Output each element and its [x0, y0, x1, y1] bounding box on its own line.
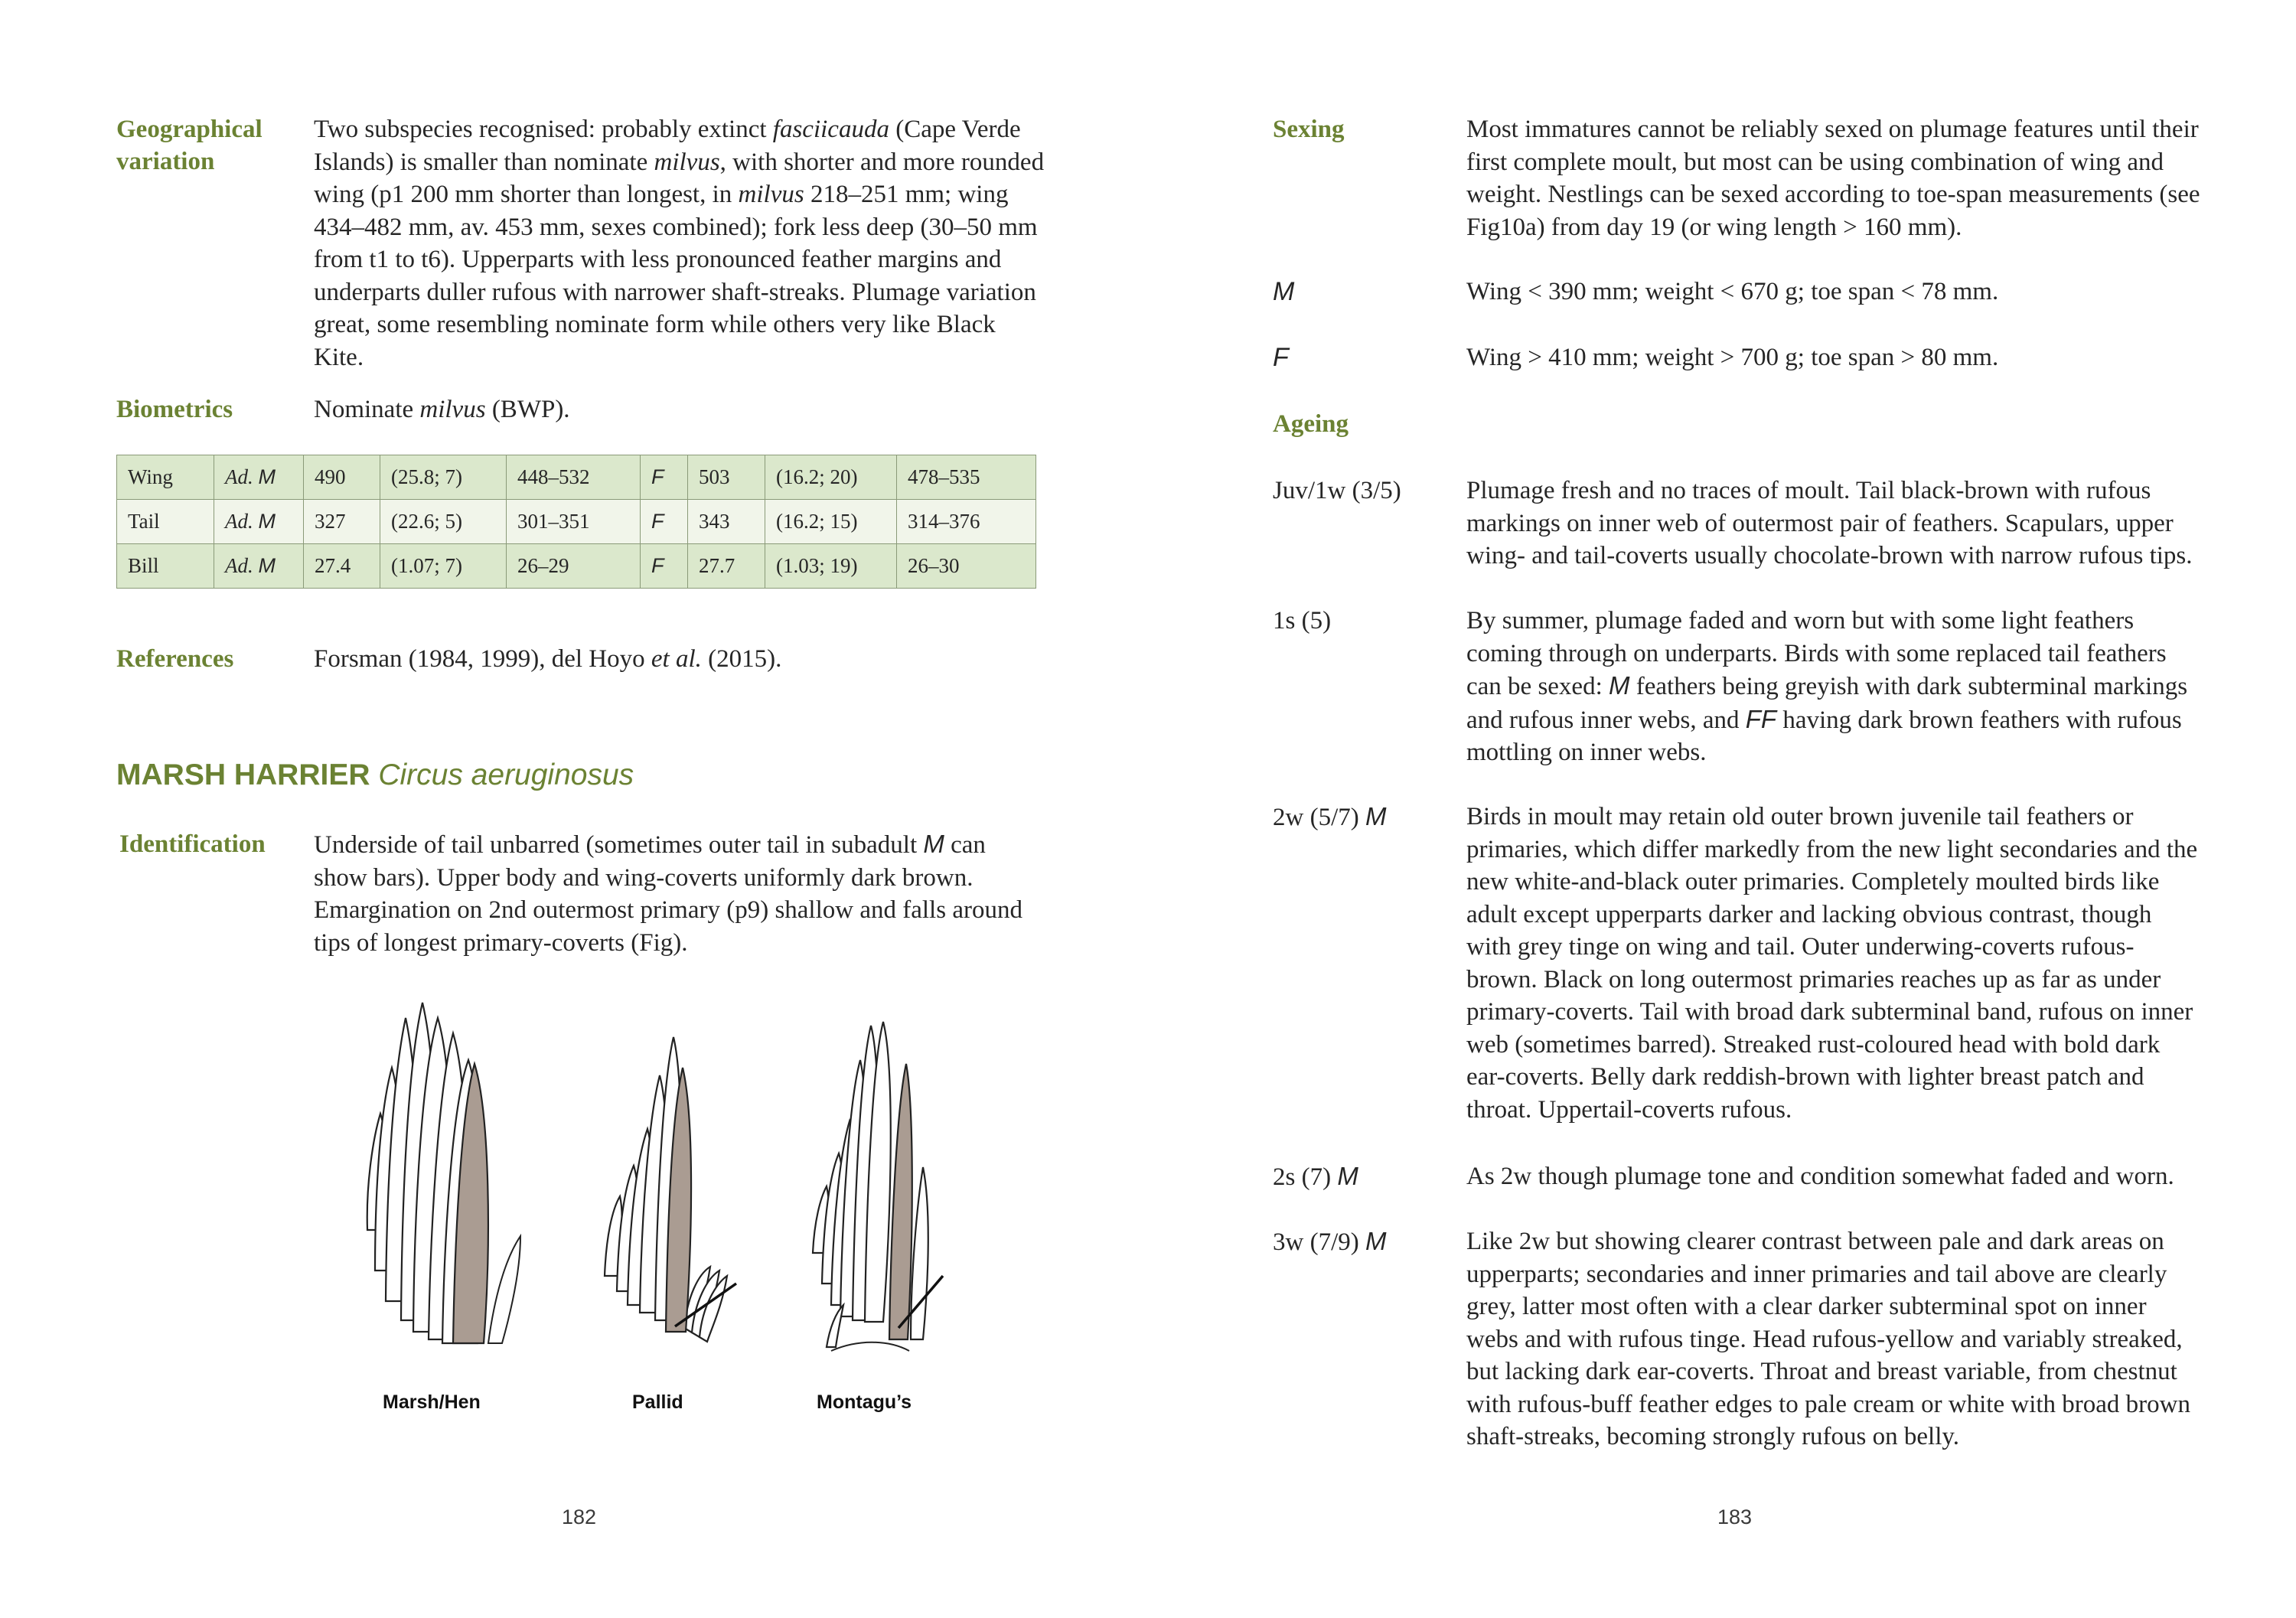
male-criteria-text: Wing < 390 mm; weight < 670 g; toe span < 78 mm.	[1466, 278, 1999, 305]
male-range-cell: 301–351	[507, 500, 641, 544]
age-class-label: 3w (7/9) M	[1273, 1227, 1387, 1256]
male-mean-cell: 27.4	[304, 544, 380, 589]
biometrics-text: Nominate milvus (BWP).	[314, 396, 570, 423]
right-page	[1148, 0, 2296, 1618]
species-name: MARSH HARRIER	[116, 758, 370, 791]
female-sex-cell: F	[641, 455, 688, 500]
age-cell: Ad. M	[214, 455, 304, 500]
species-latin-name: Circus aeruginosus	[378, 758, 634, 791]
measure-cell: Bill	[117, 544, 214, 589]
geographical-variation-text: Two subspecies recognised: probably extinct fasciicauda (Cape Verde Islands) is smaller than nominate milvus, with shorter and more rounded wing (p1 200 mm shorter than longest, in milvus 218–251 mm; wing 434–482 mm, av. 453 mm, sexes combined); fork less deep (30–50 mm from t1 to t6). Upperparts with less pronounced feather margins and underparts duller rufous with narrower shaft-streaks. Plumage variation great, some resembling nominate form while others very like Black Kite.	[314, 116, 1045, 371]
figure-caption-montagus: Montagu’s	[817, 1391, 912, 1413]
age-class-label: 2w (5/7) M	[1273, 802, 1387, 831]
male-sd-cell: (22.6; 5)	[380, 500, 507, 544]
identification-text: Underside of tail unbarred (sometimes outer tail in subadult M can show bars). Upper body and wing-coverts uniformly dark brown. Emargination on 2nd outermost primary (p9) shallow and falls around tips of longest primary-coverts (Fig).	[314, 830, 1022, 957]
table-row	[117, 544, 1036, 589]
age-class-label: Juv/1w (3/5)	[1273, 477, 1401, 504]
female-symbol: F	[1273, 343, 1289, 372]
male-mean-cell: 490	[304, 455, 380, 500]
age-class-label: 2s (7) M	[1273, 1162, 1358, 1191]
ageing-label: Ageing	[1273, 410, 1349, 438]
page-number-right: 183	[1717, 1505, 1753, 1528]
female-mean-cell: 27.7	[688, 544, 765, 589]
figure-caption-pallid: Pallid	[632, 1391, 683, 1413]
page-number-left: 182	[562, 1505, 597, 1528]
age-class-text: As 2w though plumage tone and condition somewhat faded and worn.	[1466, 1163, 2174, 1190]
male-symbol: M	[1273, 277, 1295, 306]
measure-cell: Wing	[117, 455, 214, 500]
figure-caption-marsh-hen: Marsh/Hen	[383, 1391, 481, 1413]
female-sex-cell: F	[641, 544, 688, 589]
measure-cell: Tail	[117, 500, 214, 544]
species-heading	[116, 756, 634, 794]
age-class-label: 1s (5)	[1273, 607, 1332, 634]
table-row	[117, 455, 1036, 500]
male-mean-cell: 327	[304, 500, 380, 544]
female-range-cell: 26–30	[897, 544, 1036, 589]
female-criteria-text: Wing > 410 mm; weight > 700 g; toe span > 80 mm.	[1466, 344, 1999, 371]
female-sd-cell: (16.2; 15)	[765, 500, 897, 544]
age-cell: Ad. M	[214, 500, 304, 544]
sexing-text: Most immatures cannot be reliably sexed on plumage features until their first complete moult, but most can be using combination of wing and weight. Nestlings can be sexed according to toe-span measurements (see Fig10a) from day 19 (or wing length > 160 mm).	[1466, 116, 2200, 241]
female-range-cell: 478–535	[897, 455, 1036, 500]
biometrics-label: Biometrics	[116, 396, 233, 423]
sexing-label: Sexing	[1273, 116, 1345, 143]
age-class-text: Birds in moult may retain old outer brown juvenile tail feathers or primaries, which differ markedly from the new light secondaries and the new white-and-black outer primaries. Completely moulted birds like adult except upperparts darker and lacking obvious contrast, though with grey tinge on wing and tail. Outer underwing-coverts rufous-brown. Black on long outermost primaries reaches up as far as under primary-coverts. Tail with broad dark subterminal band, rufous on inner web (sometimes barred). Streaked rust-coloured head with bold dark ear-coverts. Belly dark reddish-brown with lighter breast patch and throat. Uppertail-coverts rufous.	[1466, 803, 2198, 1124]
references-text: Forsman (1984, 1999), del Hoyo et al. (2015).	[314, 645, 782, 673]
age-class-text: Plumage fresh and no traces of moult. Tail black-brown with rufous markings on inner web of outermost pair of feathers. Scapulars, upper wing- and tail-coverts usually chocolate-brown with narrow rufous tips.	[1466, 477, 2193, 569]
male-range-cell: 448–532	[507, 455, 641, 500]
geographical-variation-label: Geographical variation	[116, 116, 263, 175]
female-sex-cell: F	[641, 500, 688, 544]
wing-tip-figure	[291, 991, 1056, 1420]
age-cell: Ad. M	[214, 544, 304, 589]
male-sd-cell: (1.07; 7)	[380, 544, 507, 589]
identification-label: Identification	[119, 830, 266, 858]
age-class-text: Like 2w but showing clearer contrast between pale and dark areas on upperparts; secondaries and inner primaries and tail above are clearly grey, latter most often with a clear darker subterminal spot on inner webs and with rufous tinge. Head rufous-yellow and variably streaked, but lacking dark ear-coverts. Throat and breast variable, from chestnut with rufous-buff feather edges to pale cream or white with broad brown shaft-streaks, becoming strongly rufous on belly.	[1466, 1228, 2190, 1450]
female-sd-cell: (16.2; 20)	[765, 455, 897, 500]
biometrics-table	[116, 455, 1036, 589]
table-row	[117, 500, 1036, 544]
male-sd-cell: (25.8; 7)	[380, 455, 507, 500]
age-class-text: By summer, plumage faded and worn but with some light feathers coming through on underparts. Birds with some replaced tail feathers can be sexed: M feathers being greyish with dark subterminal markings and rufous inner webs, and FF having dark brown feathers with rufous mottling on inner webs.	[1466, 607, 2188, 766]
female-mean-cell: 503	[688, 455, 765, 500]
female-sd-cell: (1.03; 19)	[765, 544, 897, 589]
references-label: References	[116, 645, 234, 673]
male-range-cell: 26–29	[507, 544, 641, 589]
female-range-cell: 314–376	[897, 500, 1036, 544]
female-mean-cell: 343	[688, 500, 765, 544]
